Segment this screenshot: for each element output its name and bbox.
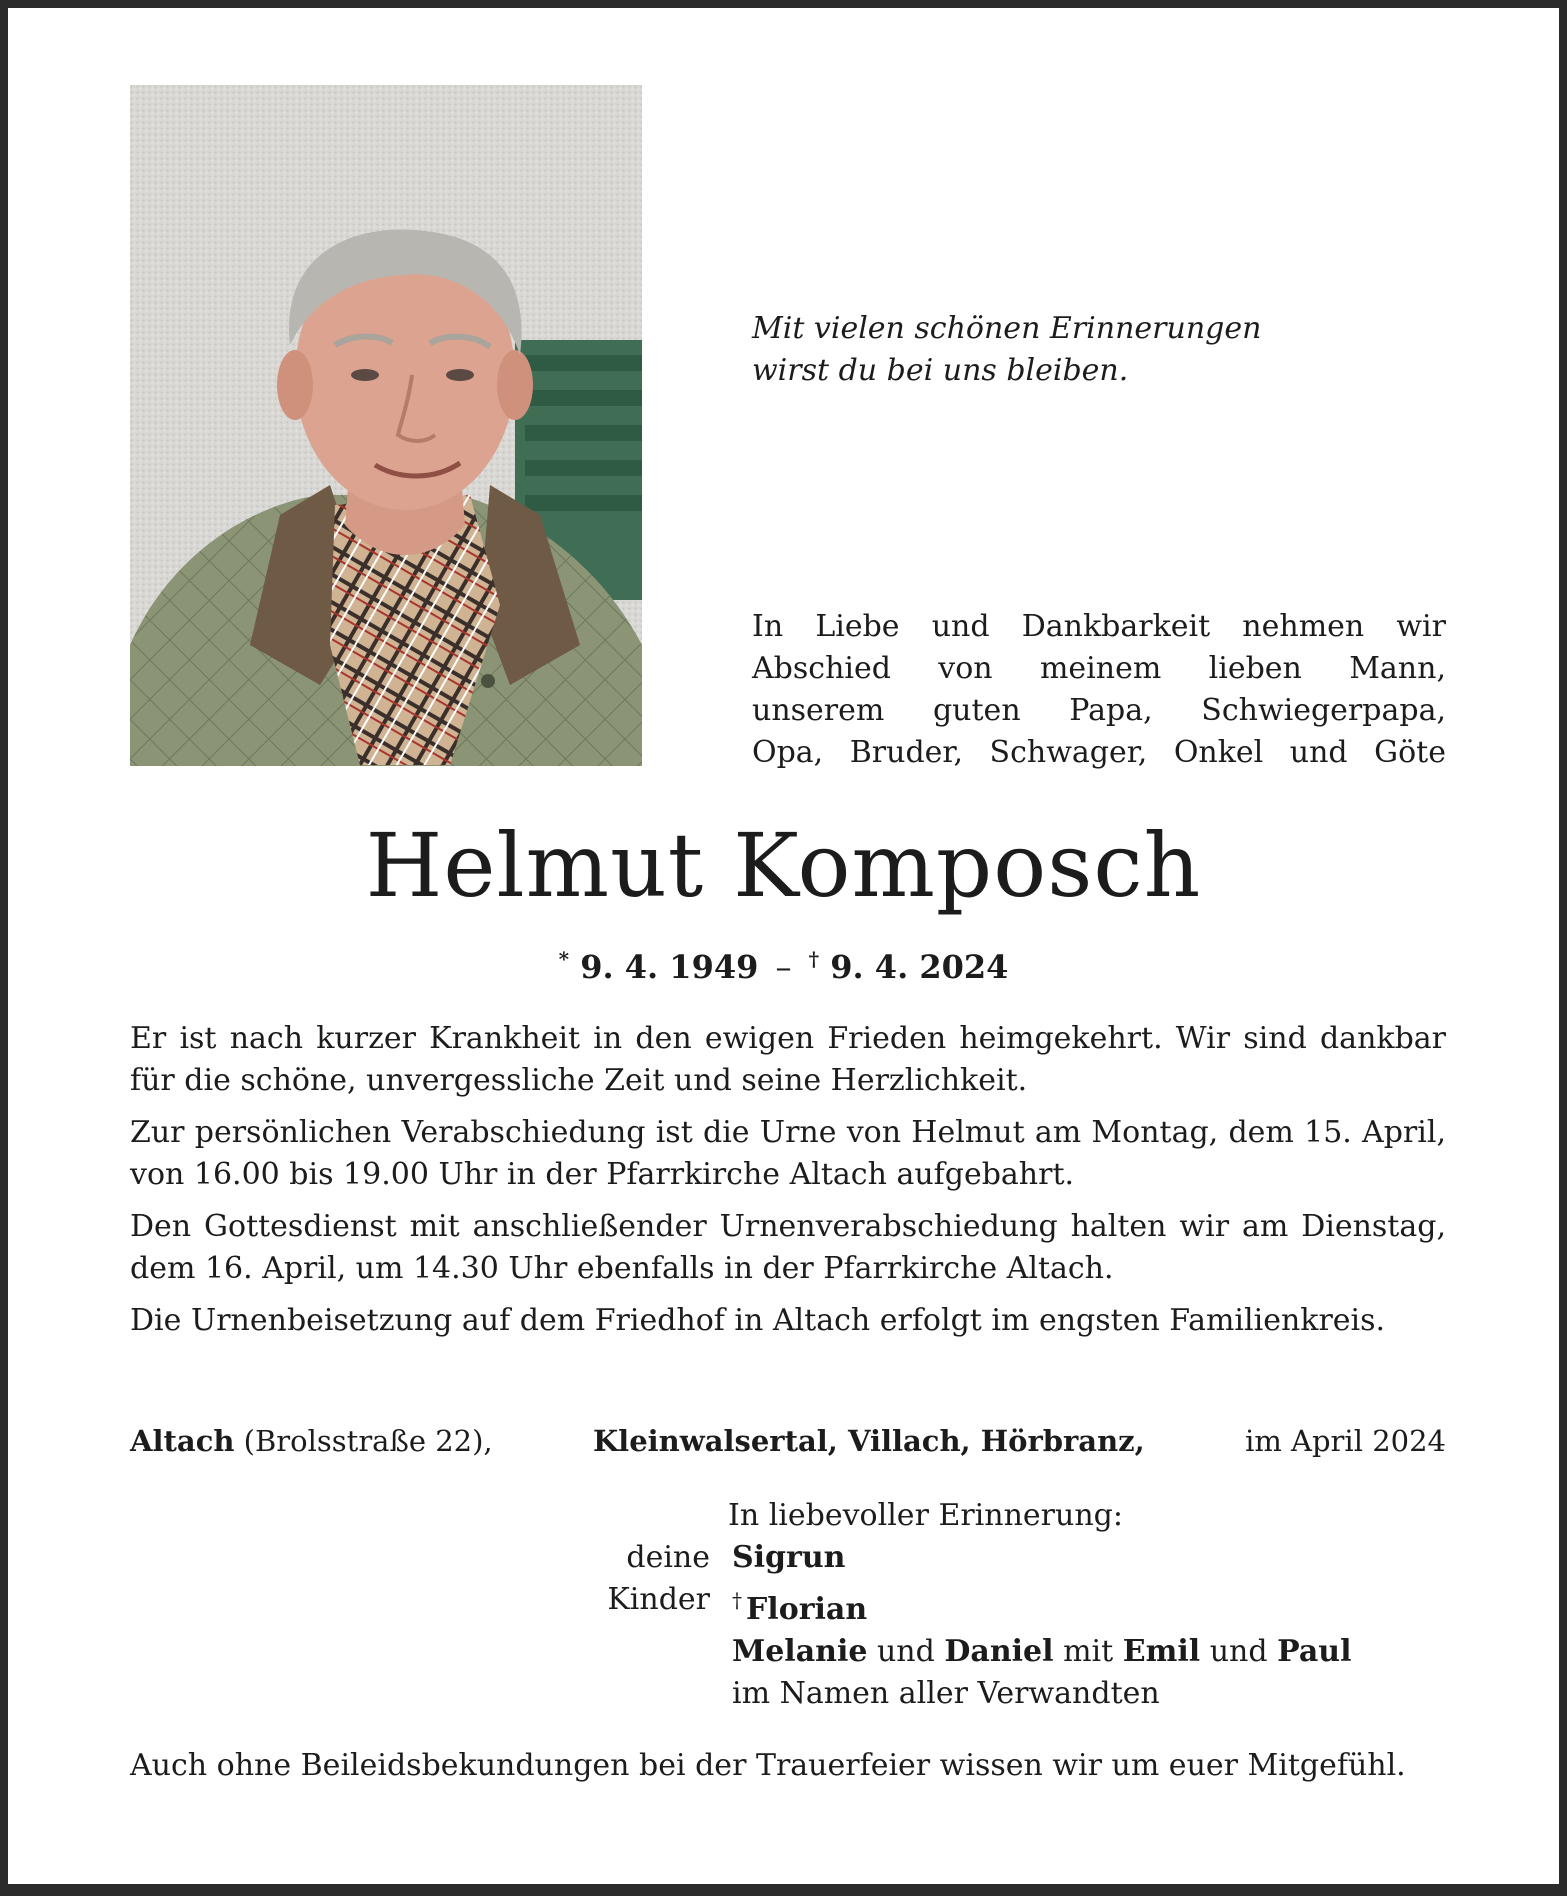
mourner-name: Emil xyxy=(1122,1634,1201,1669)
portrait-illustration xyxy=(130,85,642,766)
mourner-line xyxy=(732,1537,1452,1579)
mourner-name: Paul xyxy=(1277,1634,1352,1669)
quote-line: wirst du bei uns bleiben. xyxy=(752,353,1129,388)
children-label-line: deine xyxy=(626,1540,710,1575)
birth-date: 9. 4. 1949 xyxy=(580,948,759,986)
quote-line: Mit vielen schönen Erinnerungen xyxy=(752,311,1262,346)
mourner-line xyxy=(732,1631,1452,1673)
mourner-name: Florian xyxy=(746,1592,868,1627)
mourner-line xyxy=(732,1579,1452,1631)
place-other-locations: Kleinwalsertal, Villach, Hörbranz, xyxy=(592,1424,1145,1458)
place-town-group xyxy=(130,1420,493,1462)
farewell-text xyxy=(752,606,1446,774)
farewell-line: Opa, Bruder, Schwager, Onkel und Göte xyxy=(752,735,1446,770)
portrait-photo xyxy=(130,85,642,766)
mourner-names xyxy=(732,1537,1452,1715)
place-address: (Brolsstraße 22), xyxy=(243,1424,493,1458)
mourner-name: Daniel xyxy=(944,1634,1054,1669)
farewell-line: In Liebe und Dankbarkeit nehmen wir xyxy=(752,609,1446,644)
memorial-quote xyxy=(752,308,1452,392)
obituary-page xyxy=(8,8,1559,1884)
memory-intro: In liebevoller Erinnerung: xyxy=(728,1498,1123,1533)
mourner-line: im Namen aller Verwandten xyxy=(732,1676,1160,1711)
body-paragraph: Den Gottesdienst mit anschließender Urnenverabschiedung halten wir am Dienstag, dem 16. April, um 14.30 Uhr ebenfalls in der Pfarrkirche Altach. xyxy=(130,1209,1446,1286)
date-separator: – xyxy=(775,948,792,986)
mourner-name: Melanie xyxy=(732,1634,868,1669)
conjunction: und xyxy=(1209,1634,1268,1669)
conjunction: und xyxy=(876,1634,935,1669)
farewell-line: unserem guten Papa, Schwiegerpapa, xyxy=(752,693,1446,728)
place-and-date xyxy=(130,1420,1446,1462)
life-dates xyxy=(8,938,1559,988)
children-label xyxy=(548,1537,710,1621)
birth-symbol: * xyxy=(558,947,570,971)
deceased-dagger: † xyxy=(732,1588,742,1612)
body-paragraph: Die Urnenbeisetzung auf dem Friedhof in Altach erfolgt im engsten Familienkreis. xyxy=(130,1303,1386,1338)
death-symbol: † xyxy=(808,947,820,971)
place-date: im April 2024 xyxy=(1245,1424,1446,1458)
conjunction: mit xyxy=(1063,1634,1114,1669)
deceased-name: Helmut Komposch xyxy=(365,814,1202,917)
farewell-line: Abschied von meinem lieben Mann, xyxy=(752,651,1446,686)
closing-text: Auch ohne Beileidsbekundungen bei der Trauerfeier wissen wir um euer Mitgefühl. xyxy=(130,1748,1406,1783)
body-paragraph: Zur persönlichen Verabschiedung ist die Urne von Helmut am Montag, dem 15. April, von 16.00 bis 19.00 Uhr in der Pfarrkirche Altach aufgebahrt. xyxy=(130,1115,1446,1192)
obituary-body xyxy=(130,1018,1446,1352)
body-paragraph: Er ist nach kurzer Krankheit in den ewigen Frieden heimgekehrt. Wir sind dankbar für die schöne, unvergessliche Zeit und seine Herzlichkeit. xyxy=(130,1021,1446,1098)
death-date: 9. 4. 2024 xyxy=(830,948,1009,986)
children-label-line: Kinder xyxy=(607,1582,710,1617)
place-town: Altach xyxy=(130,1424,235,1458)
mourner-name: Sigrun xyxy=(732,1540,846,1575)
